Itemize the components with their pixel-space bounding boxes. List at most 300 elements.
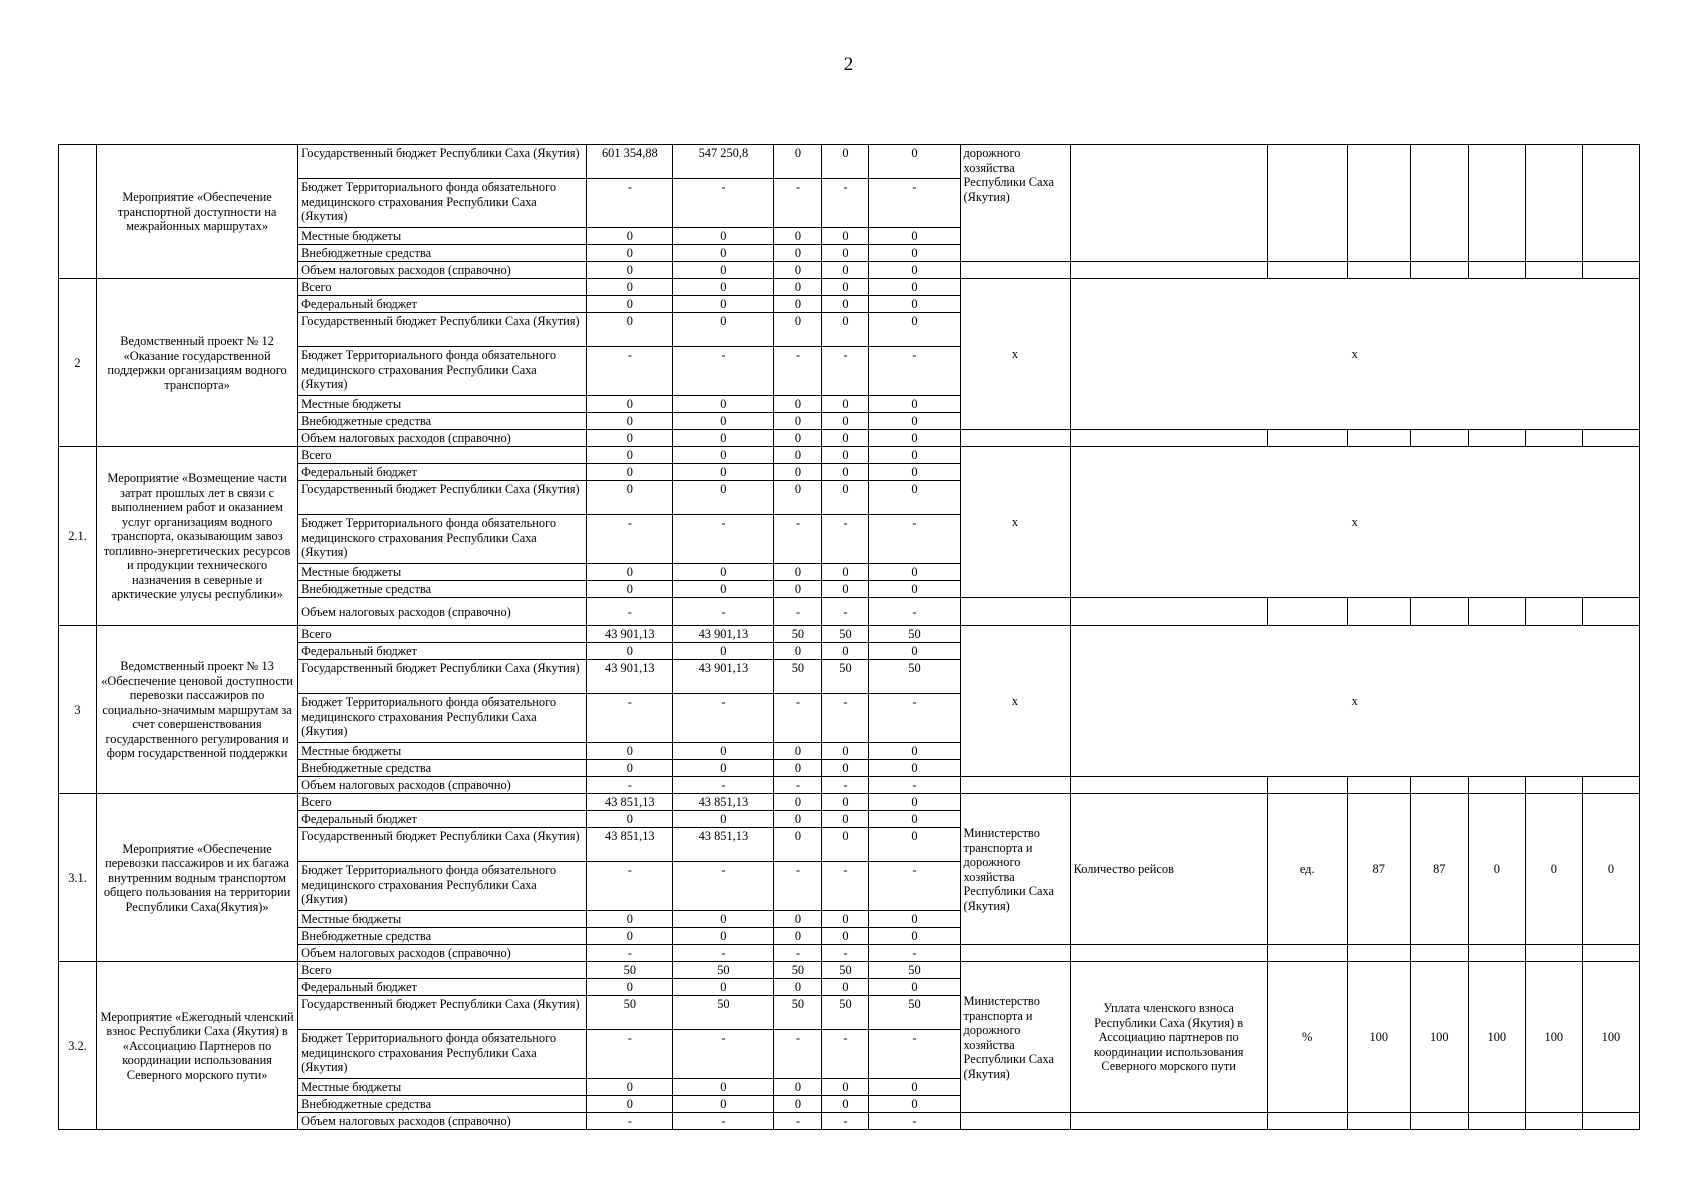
empty-cell [1347, 598, 1410, 626]
empty-cell [1267, 1113, 1347, 1130]
value-cell: 0 [587, 911, 673, 928]
source-label: Внебюджетные средства [298, 1096, 587, 1113]
value-cell: 0 [587, 245, 673, 262]
source-label: Внебюджетные средства [298, 413, 587, 430]
indicator-value [1468, 145, 1525, 262]
table-row [59, 962, 1640, 979]
empty-cell [1468, 777, 1525, 794]
value-cell: 0 [822, 296, 869, 313]
value-cell: 50 [774, 660, 822, 694]
empty-cell [1525, 262, 1582, 279]
value-cell: 0 [869, 245, 960, 262]
value-cell: 43 851,13 [673, 794, 774, 811]
value-cell: 0 [822, 464, 869, 481]
value-cell: 0 [822, 1096, 869, 1113]
table-row [59, 794, 1640, 811]
row-number: 2.1. [59, 447, 97, 626]
value-cell: 0 [673, 979, 774, 996]
value-cell: - [869, 777, 960, 794]
source-label: Федеральный бюджет [298, 643, 587, 660]
indicator-cell: Количество рейсов [1070, 794, 1267, 945]
empty-cell [1582, 1113, 1639, 1130]
value-cell: 0 [774, 481, 822, 515]
empty-cell [1410, 945, 1468, 962]
value-cell: - [869, 1030, 960, 1079]
measure-name: Мероприятие «Ежегодный членский взнос Республики Саха (Якутия) в «Ассоциацию Партнеров по координации использования Северного морского пути» [97, 962, 298, 1130]
value-cell: 50 [673, 996, 774, 1030]
value-cell: 0 [587, 396, 673, 413]
value-cell: 0 [869, 760, 960, 777]
value-cell: 0 [587, 743, 673, 760]
measure-name: Мероприятие «Обеспечение транспортной доступности на межрайонных маршрутах» [97, 145, 298, 279]
value-cell: 0 [869, 481, 960, 515]
value-cell: 50 [774, 626, 822, 643]
value-cell: 0 [587, 1096, 673, 1113]
value-cell: - [673, 347, 774, 396]
source-label: Местные бюджеты [298, 564, 587, 581]
value-cell: 0 [673, 447, 774, 464]
source-label: Государственный бюджет Республики Саха (Якутия) [298, 660, 587, 694]
value-cell: 0 [774, 145, 822, 179]
source-label: Внебюджетные средства [298, 581, 587, 598]
value-cell: 0 [774, 828, 822, 862]
source-label: Бюджет Территориального фонда обязательного медицинского страхования Республики Саха (Якутия) [298, 515, 587, 564]
value-cell: - [869, 598, 960, 626]
value-cell: 0 [822, 430, 869, 447]
value-cell: 0 [822, 794, 869, 811]
value-cell: 0 [822, 145, 869, 179]
value-cell: - [673, 598, 774, 626]
value-cell: 0 [774, 1096, 822, 1113]
value-cell: 0 [869, 581, 960, 598]
source-label: Местные бюджеты [298, 396, 587, 413]
source-label: Объем налоговых расходов (справочно) [298, 1113, 587, 1130]
source-label: Всего [298, 962, 587, 979]
executor-cell: x [960, 626, 1070, 777]
indicator-value: 100 [1525, 962, 1582, 1113]
empty-cell [1582, 945, 1639, 962]
value-cell: - [673, 1030, 774, 1079]
value-cell: - [869, 515, 960, 564]
executor-cell: Министерство транспорта и дорожного хозяйства Республики Саха (Якутия) [960, 794, 1070, 945]
value-cell: 50 [774, 962, 822, 979]
value-cell: 0 [822, 928, 869, 945]
value-cell: 0 [822, 1079, 869, 1096]
empty-cell [1582, 598, 1639, 626]
value-cell: - [587, 862, 673, 911]
value-cell: 0 [587, 564, 673, 581]
value-cell: 50 [822, 626, 869, 643]
value-cell: 0 [822, 279, 869, 296]
value-cell: 50 [774, 996, 822, 1030]
value-cell: 0 [869, 794, 960, 811]
value-cell: 0 [673, 1079, 774, 1096]
value-cell: 0 [869, 228, 960, 245]
indicator-cell [1070, 145, 1267, 262]
value-cell: 0 [587, 581, 673, 598]
value-cell: 0 [774, 430, 822, 447]
value-cell: - [774, 1030, 822, 1079]
empty-cell [960, 945, 1070, 962]
value-cell: - [673, 945, 774, 962]
empty-cell [1347, 262, 1410, 279]
unit-cell: ед. [1267, 794, 1347, 945]
value-cell: 0 [822, 643, 869, 660]
value-cell: 0 [869, 447, 960, 464]
value-cell: 0 [822, 396, 869, 413]
source-label: Местные бюджеты [298, 911, 587, 928]
value-cell: 0 [822, 581, 869, 598]
value-cell: 0 [774, 979, 822, 996]
value-cell: - [774, 347, 822, 396]
table-row [59, 626, 1640, 643]
source-label: Объем налоговых расходов (справочно) [298, 262, 587, 279]
indicator-value: 100 [1582, 962, 1639, 1113]
value-cell: 0 [587, 228, 673, 245]
value-cell: 50 [869, 660, 960, 694]
empty-cell [1582, 430, 1639, 447]
value-cell: - [869, 694, 960, 743]
empty-cell [1525, 1113, 1582, 1130]
value-cell: 547 250,8 [673, 145, 774, 179]
value-cell: - [822, 862, 869, 911]
value-cell: 0 [869, 828, 960, 862]
value-cell: 0 [869, 396, 960, 413]
value-cell: 0 [673, 928, 774, 945]
value-cell: 0 [774, 760, 822, 777]
row-number: 3 [59, 626, 97, 794]
value-cell: 0 [587, 447, 673, 464]
value-cell: - [587, 179, 673, 228]
value-cell: 0 [774, 564, 822, 581]
value-cell: 0 [822, 245, 869, 262]
value-cell: - [774, 945, 822, 962]
empty-cell [1070, 945, 1267, 962]
value-cell: - [587, 347, 673, 396]
value-cell: 0 [587, 430, 673, 447]
source-label: Государственный бюджет Республики Саха (Якутия) [298, 313, 587, 347]
value-cell: 0 [587, 1079, 673, 1096]
value-cell: 0 [774, 1079, 822, 1096]
value-cell: 0 [869, 430, 960, 447]
value-cell: - [774, 598, 822, 626]
empty-cell [1410, 430, 1468, 447]
source-label: Государственный бюджет Республики Саха (Якутия) [298, 996, 587, 1030]
empty-cell [1525, 945, 1582, 962]
value-cell: 0 [774, 396, 822, 413]
value-cell: 0 [673, 481, 774, 515]
empty-cell [1070, 598, 1267, 626]
value-cell: 0 [673, 743, 774, 760]
value-cell: 0 [673, 564, 774, 581]
source-label: Местные бюджеты [298, 743, 587, 760]
source-label: Внебюджетные средства [298, 928, 587, 945]
value-cell: 43 851,13 [587, 794, 673, 811]
row-number: 3.2. [59, 962, 97, 1130]
value-cell: - [587, 777, 673, 794]
source-label: Федеральный бюджет [298, 979, 587, 996]
value-cell: 0 [869, 1079, 960, 1096]
value-cell: 0 [869, 413, 960, 430]
source-label: Всего [298, 626, 587, 643]
value-cell: 43 901,13 [673, 626, 774, 643]
empty-cell [1468, 262, 1525, 279]
table-row [59, 145, 1640, 179]
value-cell: 0 [673, 811, 774, 828]
table-row [59, 447, 1640, 464]
value-cell: 0 [774, 794, 822, 811]
value-cell: 0 [822, 481, 869, 515]
value-cell: 0 [869, 262, 960, 279]
indicator-cell: x [1070, 626, 1639, 777]
value-cell: 0 [869, 145, 960, 179]
indicator-value: 0 [1582, 794, 1639, 945]
value-cell: - [822, 598, 869, 626]
source-label: Внебюджетные средства [298, 760, 587, 777]
value-cell: - [587, 515, 673, 564]
source-label: Федеральный бюджет [298, 464, 587, 481]
value-cell: 0 [673, 262, 774, 279]
value-cell: 0 [587, 279, 673, 296]
value-cell: 50 [673, 962, 774, 979]
value-cell: - [822, 179, 869, 228]
value-cell: 0 [587, 760, 673, 777]
row-number: 3.1. [59, 794, 97, 962]
value-cell: - [822, 945, 869, 962]
value-cell: 0 [774, 313, 822, 347]
value-cell: - [774, 515, 822, 564]
source-label: Федеральный бюджет [298, 811, 587, 828]
budget-table [58, 144, 1640, 1130]
value-cell: 0 [822, 564, 869, 581]
value-cell: 0 [673, 464, 774, 481]
empty-cell [1410, 598, 1468, 626]
value-cell: - [774, 179, 822, 228]
indicator-value [1410, 145, 1468, 262]
empty-cell [1582, 262, 1639, 279]
source-label: Бюджет Территориального фонда обязательного медицинского страхования Республики Саха (Якутия) [298, 347, 587, 396]
value-cell: - [587, 598, 673, 626]
value-cell: 0 [822, 760, 869, 777]
value-cell: 0 [822, 447, 869, 464]
empty-cell [960, 598, 1070, 626]
empty-cell [1468, 430, 1525, 447]
value-cell: 43 901,13 [673, 660, 774, 694]
value-cell: 50 [822, 962, 869, 979]
empty-cell [1410, 777, 1468, 794]
source-label: Бюджет Территориального фонда обязательного медицинского страхования Республики Саха (Якутия) [298, 1030, 587, 1079]
source-label: Объем налоговых расходов (справочно) [298, 430, 587, 447]
indicator-value [1347, 145, 1410, 262]
value-cell: 0 [673, 413, 774, 430]
empty-cell [1525, 430, 1582, 447]
source-label: Объем налоговых расходов (справочно) [298, 945, 587, 962]
value-cell: 0 [673, 313, 774, 347]
value-cell: 0 [774, 643, 822, 660]
value-cell: 0 [673, 296, 774, 313]
empty-cell [1347, 1113, 1410, 1130]
value-cell: 0 [869, 911, 960, 928]
executor-cell: дорожного хозяйства Республики Саха (Якутия) [960, 145, 1070, 262]
unit-cell [1267, 145, 1347, 262]
indicator-value: 87 [1410, 794, 1468, 945]
indicator-value: 0 [1468, 794, 1525, 945]
empty-cell [1468, 598, 1525, 626]
empty-cell [1525, 598, 1582, 626]
indicator-value: 100 [1410, 962, 1468, 1113]
value-cell: 50 [822, 996, 869, 1030]
value-cell: - [774, 862, 822, 911]
empty-cell [960, 1113, 1070, 1130]
value-cell: - [587, 1030, 673, 1079]
empty-cell [1267, 945, 1347, 962]
value-cell: 0 [587, 481, 673, 515]
value-cell: 0 [869, 464, 960, 481]
value-cell: 0 [673, 911, 774, 928]
indicator-value [1582, 145, 1639, 262]
measure-name: Ведомственный проект № 13 «Обеспечение ценовой доступности перевозки пассажиров по социально-значимым маршрутам за счет совершенствования государственного регулирования и форм государственной поддержки [97, 626, 298, 794]
value-cell: 0 [587, 811, 673, 828]
value-cell: 0 [869, 1096, 960, 1113]
value-cell: - [774, 1113, 822, 1130]
indicator-cell: x [1070, 279, 1639, 430]
value-cell: 0 [869, 313, 960, 347]
empty-cell [1070, 262, 1267, 279]
value-cell: - [587, 694, 673, 743]
indicator-cell: x [1070, 447, 1639, 598]
source-label: Всего [298, 279, 587, 296]
empty-cell [1267, 777, 1347, 794]
value-cell: 0 [774, 743, 822, 760]
value-cell: 50 [587, 996, 673, 1030]
executor-cell: x [960, 447, 1070, 598]
value-cell: 0 [774, 581, 822, 598]
page-number: 2 [843, 54, 854, 75]
empty-cell [1070, 1113, 1267, 1130]
indicator-value: 100 [1468, 962, 1525, 1113]
value-cell: 0 [774, 911, 822, 928]
source-label: Федеральный бюджет [298, 296, 587, 313]
empty-cell [1468, 945, 1525, 962]
source-label: Бюджет Территориального фонда обязательного медицинского страхования Республики Саха (Якутия) [298, 862, 587, 911]
row-number [59, 145, 97, 279]
value-cell: 0 [869, 928, 960, 945]
empty-cell [1347, 945, 1410, 962]
value-cell: 0 [774, 279, 822, 296]
value-cell: 50 [822, 660, 869, 694]
value-cell: 50 [869, 962, 960, 979]
table-row [59, 279, 1640, 296]
value-cell: - [587, 1113, 673, 1130]
value-cell: - [587, 945, 673, 962]
value-cell: 43 901,13 [587, 626, 673, 643]
source-label: Объем налоговых расходов (справочно) [298, 598, 587, 626]
value-cell: 0 [869, 643, 960, 660]
value-cell: - [869, 862, 960, 911]
value-cell: 0 [774, 811, 822, 828]
source-label: Государственный бюджет Республики Саха (Якутия) [298, 481, 587, 515]
value-cell: - [869, 1113, 960, 1130]
source-label: Государственный бюджет Республики Саха (Якутия) [298, 145, 587, 179]
value-cell: 0 [869, 743, 960, 760]
value-cell: - [774, 777, 822, 794]
empty-cell [1347, 777, 1410, 794]
value-cell: - [822, 694, 869, 743]
value-cell: 0 [822, 413, 869, 430]
value-cell: 0 [673, 1096, 774, 1113]
empty-cell [1267, 598, 1347, 626]
value-cell: 0 [822, 228, 869, 245]
measure-name: Мероприятие «Обеспечение перевозки пассажиров и их багажа внутренним водным транспортом общего пользования на территории Республики Саха(Якутия)» [97, 794, 298, 962]
value-cell: 0 [822, 911, 869, 928]
value-cell: 0 [673, 279, 774, 296]
value-cell: 0 [587, 296, 673, 313]
value-cell: 0 [822, 313, 869, 347]
source-label: Внебюджетные средства [298, 245, 587, 262]
value-cell: 0 [869, 811, 960, 828]
row-number: 2 [59, 279, 97, 447]
empty-cell [1410, 1113, 1468, 1130]
empty-cell [1525, 777, 1582, 794]
value-cell: 0 [774, 296, 822, 313]
value-cell: - [673, 694, 774, 743]
value-cell: 0 [869, 564, 960, 581]
source-label: Бюджет Территориального фонда обязательного медицинского страхования Республики Саха (Якутия) [298, 694, 587, 743]
value-cell: 0 [587, 643, 673, 660]
value-cell: 50 [869, 996, 960, 1030]
indicator-cell: Уплата членского взноса Республики Саха (Якутия) в Ассоциацию партнеров по координации использования Северного морского пути [1070, 962, 1267, 1113]
value-cell: 43 851,13 [587, 828, 673, 862]
value-cell: - [869, 945, 960, 962]
indicator-value: 100 [1347, 962, 1410, 1113]
value-cell: - [673, 1113, 774, 1130]
empty-cell [1468, 1113, 1525, 1130]
value-cell: 50 [587, 962, 673, 979]
source-label: Государственный бюджет Республики Саха (Якутия) [298, 828, 587, 862]
value-cell: - [673, 777, 774, 794]
value-cell: - [822, 515, 869, 564]
empty-cell [1267, 430, 1347, 447]
source-label: Всего [298, 447, 587, 464]
value-cell: - [822, 777, 869, 794]
value-cell: 0 [869, 279, 960, 296]
value-cell: - [869, 347, 960, 396]
empty-cell [1070, 430, 1267, 447]
value-cell: 0 [869, 296, 960, 313]
value-cell: 0 [774, 413, 822, 430]
value-cell: - [822, 1113, 869, 1130]
value-cell: 0 [774, 228, 822, 245]
value-cell: - [673, 515, 774, 564]
empty-cell [960, 777, 1070, 794]
value-cell: 0 [673, 245, 774, 262]
executor-cell: Министерство транспорта и дорожного хозяйства Республики Саха (Якутия) [960, 962, 1070, 1113]
value-cell: 0 [673, 228, 774, 245]
unit-cell: % [1267, 962, 1347, 1113]
value-cell: 0 [774, 464, 822, 481]
source-label: Бюджет Территориального фонда обязательного медицинского страхования Республики Саха (Якутия) [298, 179, 587, 228]
value-cell: 0 [587, 413, 673, 430]
source-label: Всего [298, 794, 587, 811]
value-cell: - [673, 179, 774, 228]
empty-cell [1070, 777, 1267, 794]
value-cell: 0 [822, 979, 869, 996]
value-cell: - [673, 862, 774, 911]
value-cell: 0 [673, 430, 774, 447]
value-cell: 0 [673, 581, 774, 598]
indicator-value: 0 [1525, 794, 1582, 945]
source-label: Местные бюджеты [298, 1079, 587, 1096]
